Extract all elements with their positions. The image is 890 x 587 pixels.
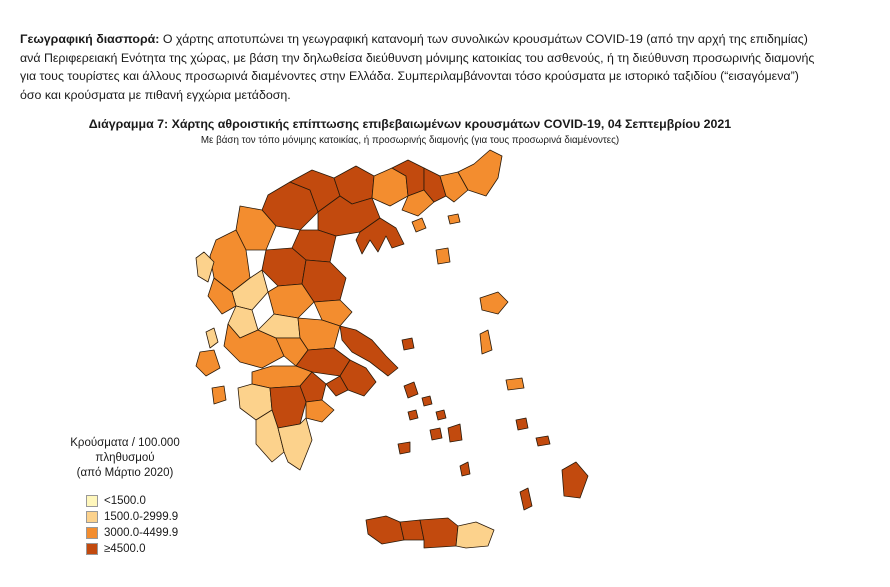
region-limnos xyxy=(436,248,450,264)
region-thasos xyxy=(412,218,426,232)
region-chania xyxy=(366,516,404,544)
map-legend xyxy=(40,436,210,557)
region-syros xyxy=(408,410,418,420)
legend-title-line1: Κρούσματα / 100.000 πληθυσμού xyxy=(70,437,180,464)
region-irakleio xyxy=(420,518,458,548)
legend-label: ≥4500.0 xyxy=(104,543,146,555)
region-karpathos xyxy=(520,488,532,510)
legend-label: 3000.0-4499.9 xyxy=(104,527,179,539)
region-skyros xyxy=(402,338,414,350)
legend-swatch xyxy=(86,527,98,539)
legend-item xyxy=(86,509,210,525)
region-thira xyxy=(460,462,470,476)
region-paros xyxy=(430,428,442,440)
legend-swatch xyxy=(86,511,98,523)
region-milos xyxy=(398,442,410,454)
region-tinos xyxy=(422,396,432,406)
legend-label: 1500.0-2999.9 xyxy=(104,511,179,523)
region-chios xyxy=(480,330,492,354)
legend-item xyxy=(86,541,210,557)
region-naxos xyxy=(448,424,462,442)
legend-title xyxy=(40,436,210,481)
region-zakynthos xyxy=(212,386,226,404)
region-lasithi xyxy=(456,522,494,548)
region-kefalonia xyxy=(196,350,220,376)
intro-text: Ο χάρτης αποτυπώνει τη γεωγραφική κατανομή των συνολικών κρουσμάτων COVID-19 (από την αρχή της επιδημίας) ανά Περιφερειακή Ενότητα της χώρας, με βάση την δηλωθείσα διεύθυνση μόνιμης κατοικίας του ασθενούς, ή τη διεύθυνση προσωρινής διαμονής για τους τουρίστες και άλλους προσωρινά διαμένοντες στην Ελλάδα. Συμπεριλαμβάνονται τόσο κρούσματα με ιστορικό ταξιδίου (“εισαγόμενα”) όσο και κρούσματα με πιθανή εγχώρια μετάδοση. xyxy=(20,32,815,102)
chart-title: Διάγραμμα 7: Χάρτης αθροιστικής επίπτωσης επιβεβαιωμένων κρουσμάτων COVID-19, 04 Σεπτεμβρίου 2021 xyxy=(88,117,732,131)
region-andros xyxy=(404,382,418,398)
region-kos xyxy=(536,436,550,446)
intro-lead: Γεωγραφική διασπορά: xyxy=(20,32,160,46)
region-lefkada xyxy=(206,328,218,348)
legend-title-line2: (από Μάρτιο 2020) xyxy=(76,467,174,479)
region-kalymnos xyxy=(516,418,528,430)
region-samothraki xyxy=(448,214,460,224)
legend-swatch xyxy=(86,543,98,555)
chart-subtitle: Με βάση τον τόπο μόνιμης κατοικίας, ή προσωρινής διαμονής (για τους προσωρινά διαμένοντες) xyxy=(200,135,620,146)
legend-label: <1500.0 xyxy=(104,495,146,507)
region-samos xyxy=(506,378,524,390)
legend-item xyxy=(86,525,210,541)
legend-items xyxy=(86,493,210,557)
region-argolida xyxy=(306,400,334,422)
region-mykonos xyxy=(436,410,446,420)
legend-swatch xyxy=(86,495,98,507)
legend-item xyxy=(86,493,210,509)
region-lesvos xyxy=(480,292,508,314)
region-rodos xyxy=(562,462,588,498)
